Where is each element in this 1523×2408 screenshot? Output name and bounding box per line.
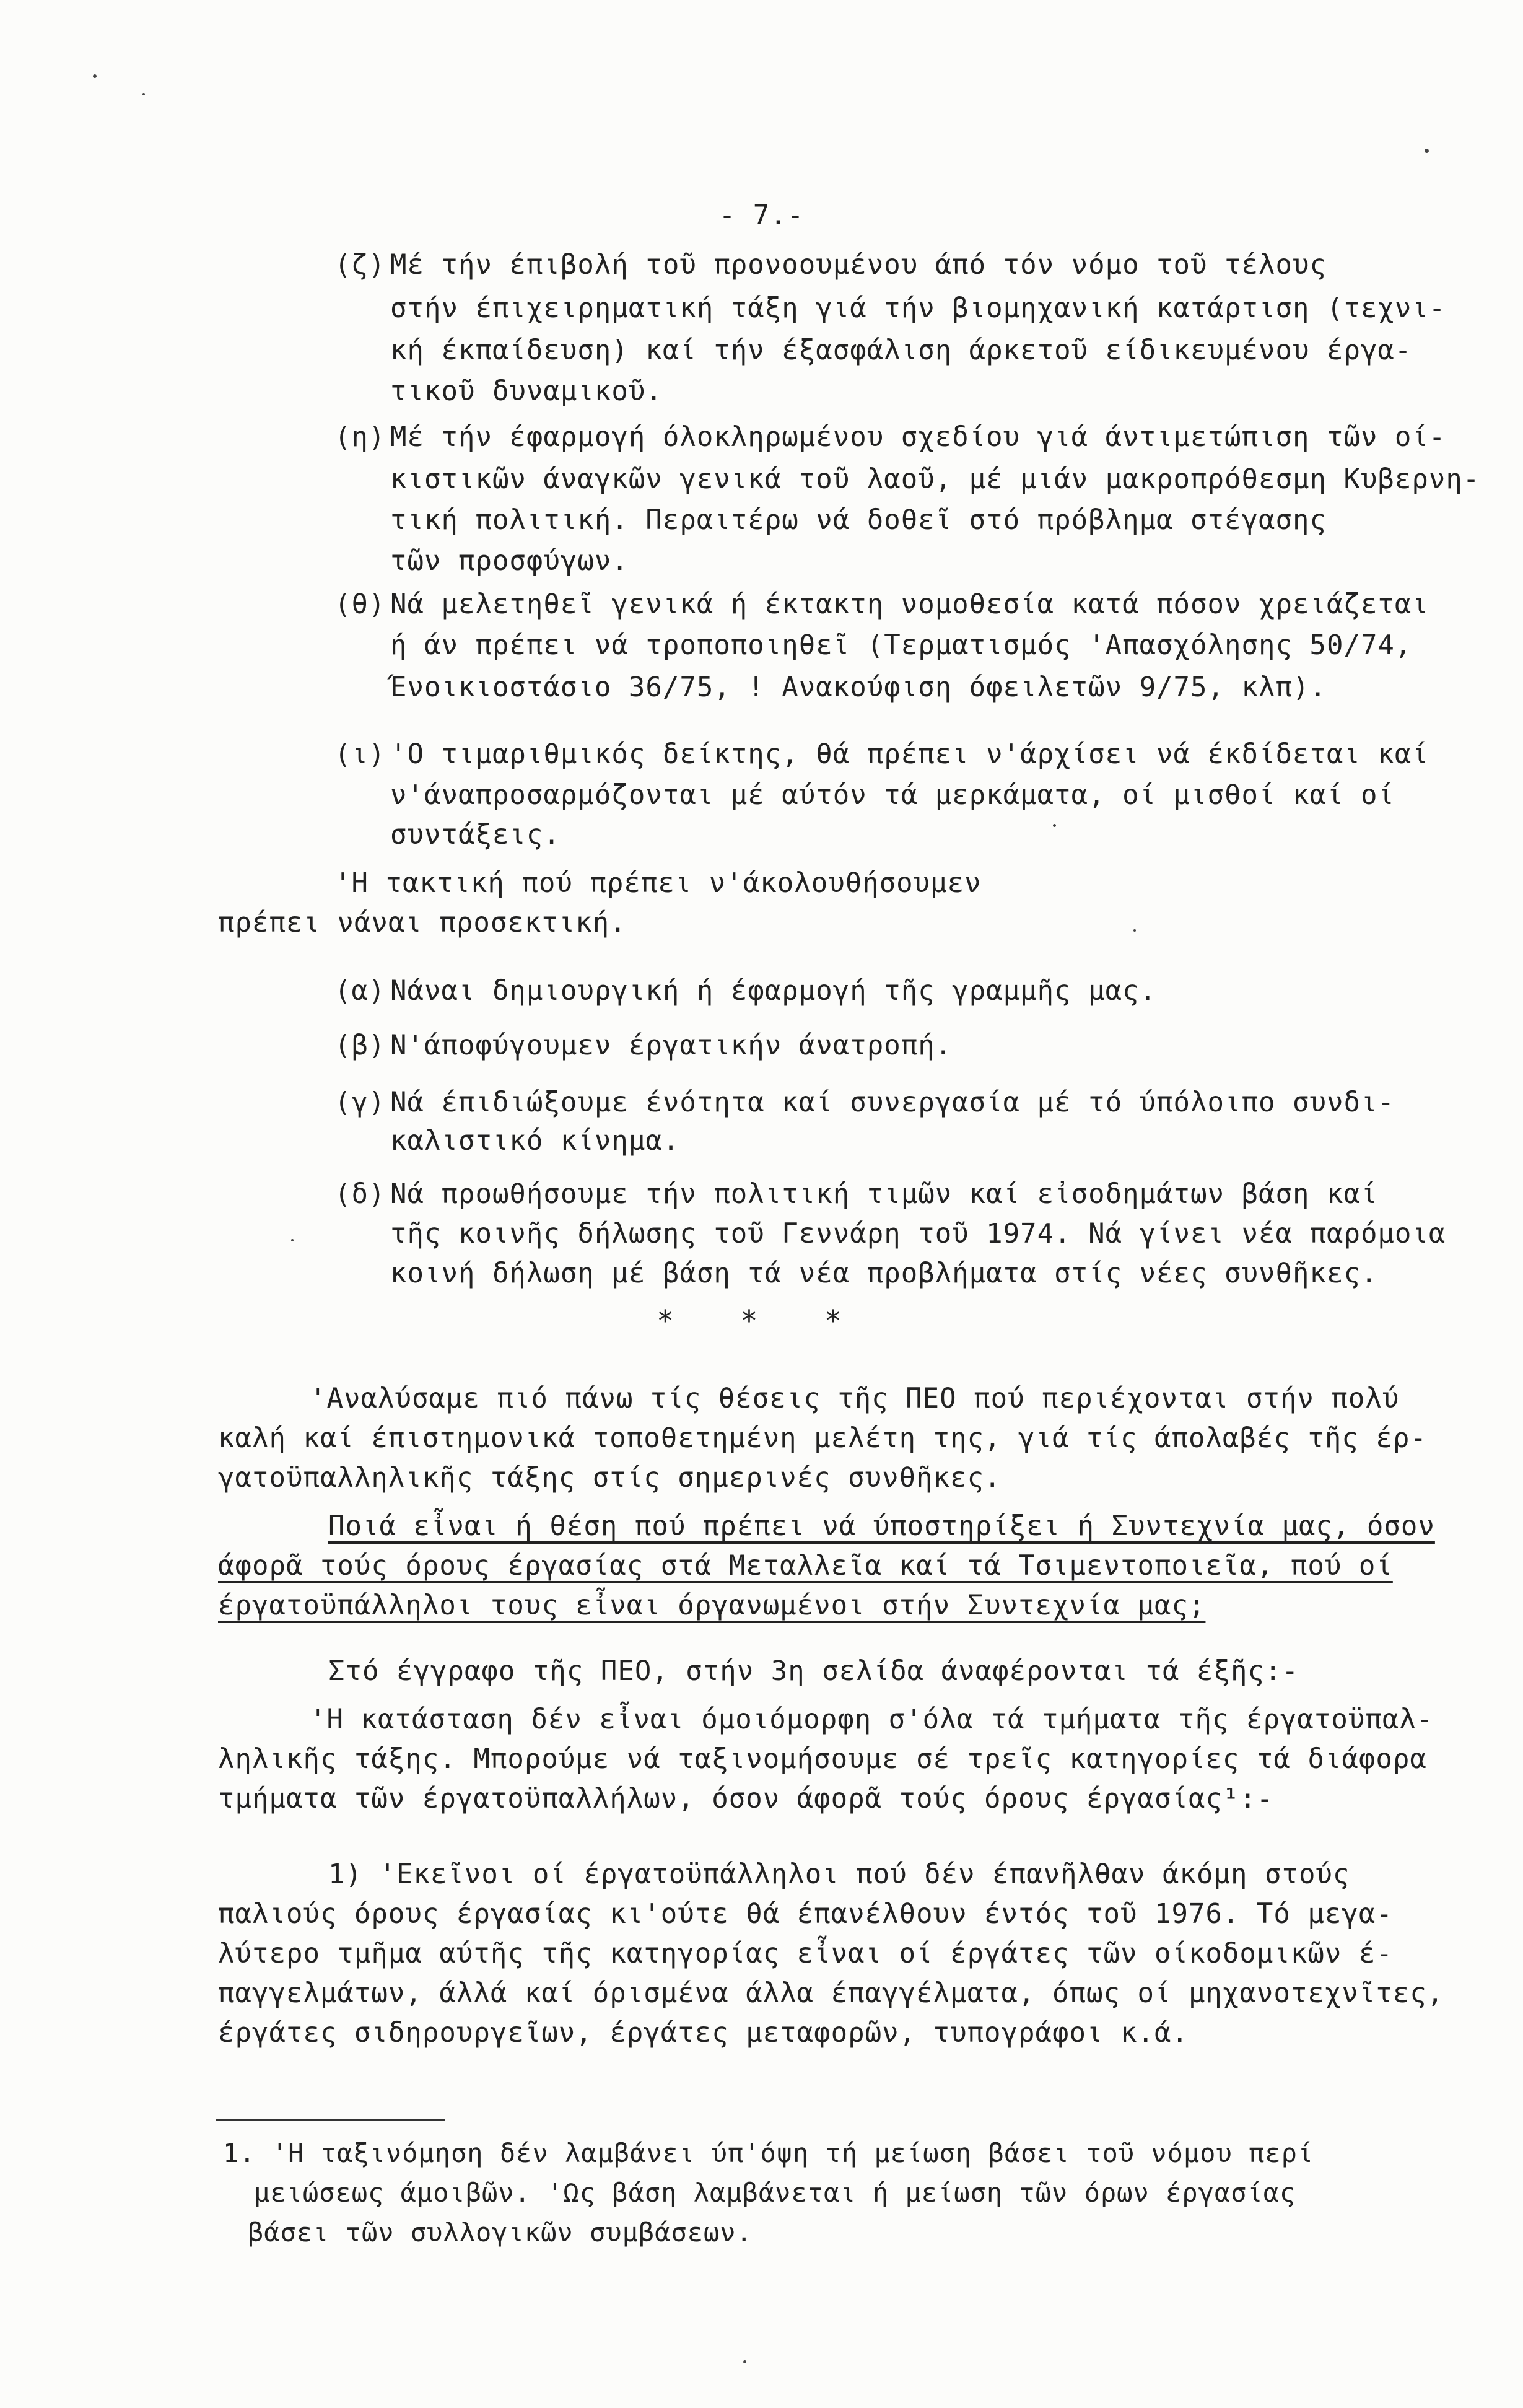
item-line: τῆς κοινῆς δήλωσης τοῦ Γεννάρη τοῦ 1974. Νά γίνει νέα παρόμοια (390, 1218, 1446, 1250)
item-line: στήν έπιχειρηματική τάξη γιά τήν βιομηχανική κατάρτιση (τεχνι- (390, 292, 1446, 324)
analysis-line: καλή καί έπιστημονικά τοποθετημένη μελέτη της, γιά τίς άπολαβές τῆς έρ- (218, 1422, 1427, 1454)
item-line: Μέ τήν έφαρμογή όλοκληρωμένου σχεδίου γιά άντιμετώπιση τῶν οί- (390, 421, 1446, 453)
analysis-line: 'Αναλύσαμε πιό πάνω τίς θέσεις τῆς ΠΕΟ πού περιέχονται στήν πολύ (310, 1383, 1400, 1414)
page-number: - 7.- (718, 199, 805, 231)
item-marker: (ι) (334, 738, 386, 770)
question-line: άφορᾶ τούς όρους έργασίας στά Μεταλλεῖα καί τά Τσιμεντοποιεῖα, πού οί (218, 1550, 1393, 1582)
footnote-line: μειώσεως άμοιβῶν. 'Ως βάση λαμβάνεται ή μείωση τῶν όρων έργασίας (254, 2178, 1296, 2208)
analysis-line: γατοϋπαλληλικῆς τάξης στίς σημερινές συνθῆκες. (218, 1462, 1002, 1494)
item-line: Ν'άποφύγουμεν έργατικήν άνατροπή. (390, 1030, 953, 1061)
item-line: καλιστικό κίνημα. (390, 1125, 680, 1157)
quote-line: ληλικῆς τάξης. Μπορούμε νά ταξινομήσουμε σέ τρεῖς κατηγορίες τά διάφορα (218, 1743, 1427, 1775)
scan-speck (1053, 824, 1056, 827)
item-line: τῶν προσφύγων. (390, 545, 629, 577)
item-line: ή άν πρέπει νά τροποποιηθεῖ (Τερματισμός 'Απασχόλησης 50/74, (390, 629, 1412, 661)
scan-speck (743, 2360, 746, 2363)
footnote-rule (216, 2119, 445, 2121)
category-line: έργάτες σιδηρουργεῖων, έργάτες μεταφορῶν, τυπογράφοι κ.ά. (218, 2017, 1189, 2049)
item-marker: (γ) (334, 1087, 386, 1118)
category-line: παλιούς όρους έργασίας κι'ούτε θά έπανέλθουν έντός τοῦ 1976. Τό μεγα- (218, 1898, 1393, 1930)
quote-line: 'Η κατάσταση δέν εἶναι όμοιόμορφη σ'όλα τά τμήματα τῆς έργατοϋπαλ- (310, 1704, 1434, 1735)
item-line: Νάναι δημιουργική ή έφαρμογή τῆς γραμμῆς μας. (390, 975, 1157, 1007)
item-marker: (δ) (334, 1178, 386, 1210)
item-line: Νά προωθήσουμε τήν πολιτική τιμῶν καί εἰσοδημάτων βάση καί (390, 1178, 1378, 1210)
item-line: Νά έπιδιώξουμε ένότητα καί συνεργασία μέ τό ύπόλοιπο συνδι- (390, 1087, 1395, 1118)
footnote-line: βάσει τῶν συλλογικῶν συμβάσεων. (248, 2217, 753, 2248)
scan-speck (291, 1239, 294, 1241)
item-marker: (η) (334, 421, 386, 453)
item-line: κή έκπαίδευση) καί τήν έξασφάλιση άρκετοῦ είδικευμένου έργα- (390, 335, 1412, 366)
tactics-intro-line: 'Η τακτική πού πρέπει ν'άκολουθήσουμεν (334, 867, 982, 899)
item-line: Νά μελετηθεῖ γενικά ή έκτακτη νομοθεσία κατά πόσον χρειάζεται (390, 589, 1429, 620)
question-line: έργατοϋπάλληλοι τους εἶναι όργανωμένοι στήν Συντεχνία μας; (218, 1590, 1206, 1621)
item-line: τική πολιτική. Περαιτέρω νά δοθεῖ στό πρόβλημα στέγασης (390, 504, 1327, 536)
question-line: Ποιά εἶναι ή θέση πού πρέπει νά ύποστηρίξει ή Συντεχνία μας, όσον (328, 1510, 1435, 1542)
item-marker: (α) (334, 975, 386, 1007)
footnote-line: 1. 'Η ταξινόμηση δέν λαμβάνει ύπ'όψη τή μείωση βάσει τοῦ νόμου περί (223, 2138, 1314, 2168)
item-line: τικοῦ δυναμικοῦ. (390, 375, 663, 407)
item-line: συντάξεις. (390, 819, 561, 851)
quote-line: τμήματα τῶν έργατοϋπαλλήλων, όσον άφορᾶ τούς όρους έργασίας¹:- (218, 1783, 1274, 1815)
scan-speck (142, 93, 145, 95)
item-line: κοινή δήλωση μέ βάση τά νέα προβλήματα στίς νέες συνθῆκες. (390, 1258, 1378, 1289)
item-marker: (θ) (334, 589, 386, 620)
item-line: Μέ τήν έπιβολή τοῦ προνοουμένου άπό τόν νόμο τοῦ τέλους (390, 249, 1327, 281)
scan-speck (93, 74, 97, 78)
category-line: παγγελμάτων, άλλά καί όρισμένα άλλα έπαγγέλματα, όπως οί μηχανοτεχνῖτες, (218, 1977, 1444, 2009)
item-line: ν'άναπροσαρμόζονται μέ αύτόν τά μερκάματα, οί μισθοί καί οί (390, 779, 1395, 811)
item-marker: (β) (334, 1030, 386, 1061)
tactics-intro-line: πρέπει νάναι προσεκτική. (218, 907, 627, 939)
item-marker: (ζ) (334, 249, 386, 281)
item-line: 'Ο τιμαριθμικός δείκτης, θά πρέπει ν'άρχίσει νά έκδίδεται καί (390, 738, 1429, 770)
item-line: κιστικῶν άναγκῶν γενικά τοῦ λαοῦ, μέ μιάν μακροπρόθεσμη Κυβερνη- (390, 463, 1480, 495)
section-separator: * * * (657, 1304, 866, 1338)
category-line: 1) 'Εκεῖνοι οί έργατοϋπάλληλοι πού δέν έπανῆλθαν άκόμη στούς (328, 1859, 1350, 1890)
item-line: Ένοικιοστάσιο 36/75, ! Ανακούφιση όφειλετῶν 9/75, κλπ). (390, 672, 1327, 703)
scan-speck (1425, 149, 1429, 153)
scan-speck (1133, 929, 1136, 932)
reference-line: Στό έγγραφο τῆς ΠΕΟ, στήν 3η σελίδα άναφέρονται τά έξῆς:- (328, 1655, 1299, 1687)
category-line: λύτερο τμῆμα αύτῆς τῆς κατηγορίας εἶναι οί έργάτες τῶν οίκοδομικῶν έ- (218, 1938, 1393, 1969)
